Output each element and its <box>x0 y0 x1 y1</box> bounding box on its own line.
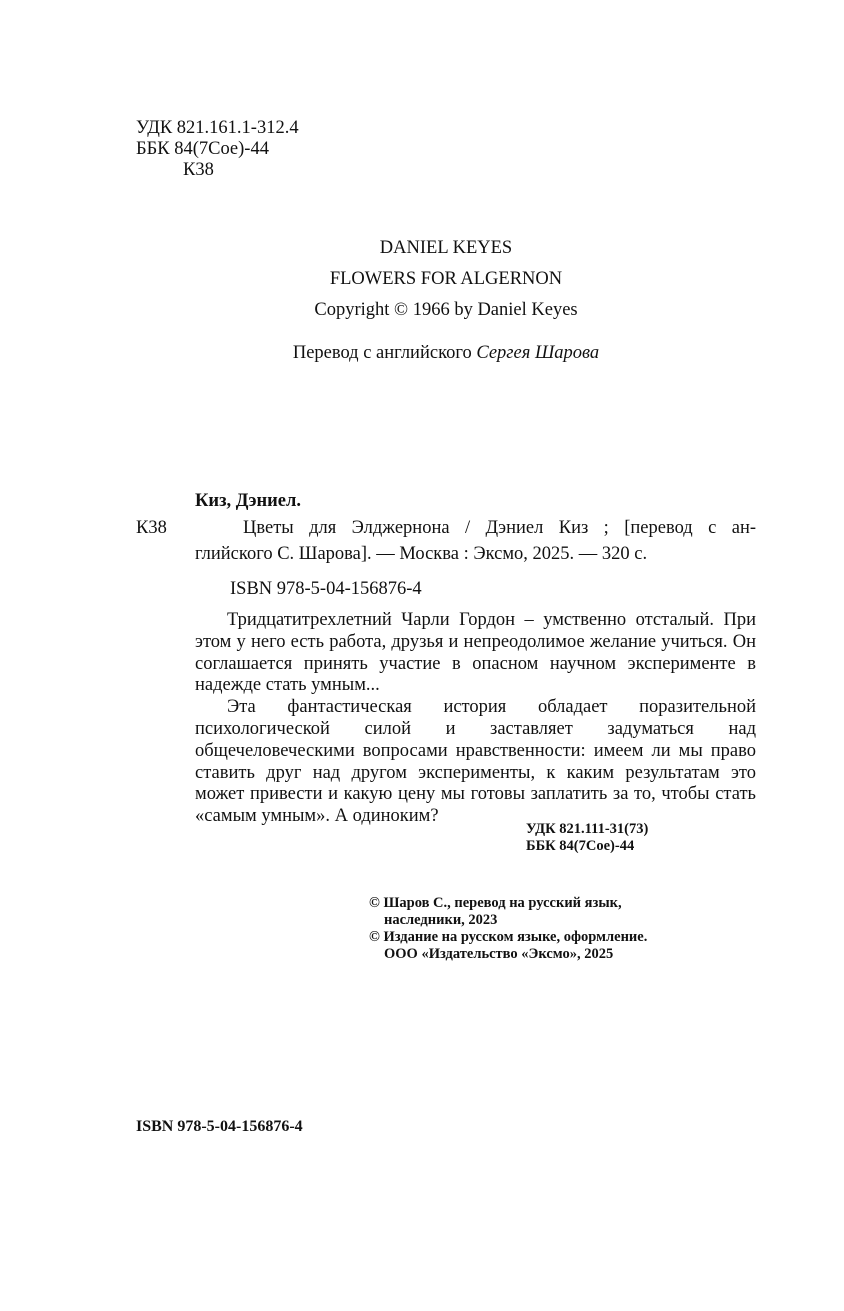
copyright-line-3: © Издание на русском языке, оформление. <box>369 929 648 945</box>
catalog-isbn: ISBN 978-5-04-156876-4 <box>230 579 422 599</box>
index-udk: УДК 821.111-31(73) <box>526 821 649 837</box>
original-copyright: Copyright © 1966 by Daniel Keyes <box>314 300 578 320</box>
bbk-code: ББК 84(7Сое)-44 <box>136 139 269 159</box>
catalog-mark: К38 <box>136 518 167 538</box>
translation-credit <box>196 341 696 365</box>
original-author: DANIEL KEYES <box>379 238 513 258</box>
udk-code: УДК 821.161.1-312.4 <box>136 118 299 138</box>
index-bbk: ББК 84(7Сое)-44 <box>526 838 635 854</box>
copyright-line-1: © Шаров С., перевод на русский язык, <box>369 895 622 911</box>
catalog-heading: Киз, Дэниел. <box>195 491 302 511</box>
translator-name: Сергея Шарова <box>476 343 600 363</box>
annotation-paragraph-1: Тридцатитрехлетний Чарли Гордон – умственно отсталый. При этом у него есть работа, друзья и непреодолимое желание учиться. Он соглашается принять участие в опасном научном эксперименте в надежде стать умным... <box>195 610 756 696</box>
translation-prefix: Перевод с английского <box>292 343 472 363</box>
footer-isbn: ISBN 978-5-04-156876-4 <box>136 1118 303 1135</box>
copyright-line-2: наследники, 2023 <box>384 912 498 928</box>
catalog-line-2: глийского С. Шарова]. — Москва : Эксмо, 2025. — 320 с. <box>195 544 648 564</box>
annotation <box>195 610 756 828</box>
catalog-line-1: Цветы для Элджернона / Дэниел Киз ; [перевод с ан- <box>243 518 756 538</box>
original-title: FLOWERS FOR ALGERNON <box>329 269 563 289</box>
author-mark: К38 <box>183 160 214 180</box>
copyright-line-4: ООО «Издательство «Эксмо», 2025 <box>384 946 614 962</box>
annotation-paragraph-2: Эта фантастическая история обладает поразительной психологической силой и заставляет задуматься над общечеловеческими вопросами нравственности: имеем ли мы право ставить друг над другом эксперименты, к каким результатам это может привести и какую цену мы готовы заплатить за то, чтобы стать «самым умным». А одиноким? <box>195 697 756 827</box>
